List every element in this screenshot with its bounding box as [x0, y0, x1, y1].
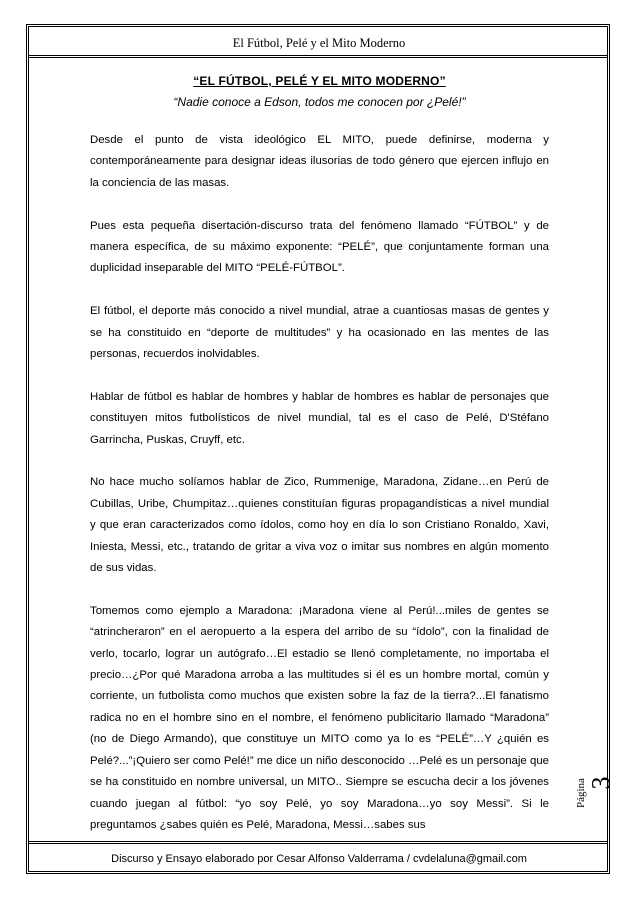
- paragraph: El fútbol, el deporte más conocido a nivel mundial, atrae a cuantiosas masas de gentes y se ha constituido en “deporte de multitudes” y ha ocasionado en las mentes de las personas, recuerdos inolvidables.: [90, 305, 549, 361]
- running-footer: Discurso y Ensayo elaborado por Cesar Alfonso Valderrama / cvdelaluna@gmail.com: [111, 853, 527, 865]
- document-title: “EL FÚTBOL, PELÉ Y EL MITO MODERNO”: [193, 74, 446, 88]
- page-number: [575, 772, 616, 828]
- page-number-label: Página: [575, 778, 587, 808]
- header-rule: [29, 55, 607, 58]
- paragraph: Hablar de fútbol es hablar de hombres y hablar de hombres es hablar de personajes que constituyen mitos futbolísticos de nivel mundial, tal es el caso de Pelé, D'Stéfano Garrincha, Puskas, Cruyff, etc.: [90, 390, 549, 446]
- paragraph: Desde el punto de vista ideológico EL MITO, puede definirse, moderna y contemporáneamente para designar ideas ilusorias de todo género que ejercen influjo en la conciencia de las masas.: [90, 134, 549, 189]
- paragraph: No hace mucho solíamos hablar de Zico, Rummenige, Maradona, Zidane…en Perú de Cubillas, Uribe, Chumpitaz…quienes constituían figuras propagandísticas a nivel mundial y que eran caracterizados como ídolos, como hoy en día lo son Cristiano Ronaldo, Xavi, Iniesta, Messi, etc., tratando de gritar a viva voz o imitar sus nombres en algún momento de sus vidas.: [90, 476, 549, 575]
- running-header: El Fútbol, Pelé y el Mito Moderno: [232, 36, 406, 50]
- page-number-value: 3: [586, 776, 616, 790]
- document-body: [90, 73, 549, 858]
- document-subtitle: “Nadie conoce a Edson, todos me conocen por ¿Pelé!”: [173, 95, 466, 109]
- paragraph: Tomemos como ejemplo a Maradona: ¡Maradona viene al Perú!...miles de gentes se “atrincheraron” en el aeropuerto a la espera del arribo de su “ídolo”, con la finalidad de verlo, tocarlo, lograr un autógrafo…El estadio se llenó completamente, no importaba el precio…¿Por qué Maradona arroba a las multitudes si él es un hombre mortal, común y corriente, un futbolista como muchos que existen sobre la faz de la tierra?...El fanatismo radica no en el hombre sino en el nombre, el fenómeno publicitario llamado “Maradona” (no de Diego Armando), que constituye un MITO como ya lo es “PELÉ”…Y ¿quién es Pelé?...”¡Quiero ser como Pelé!” me dice un niño desconocido …Pelé es un personaje que se ha constituido en nombre universal, un MITO.. Siempre se escucha decir a los jóvenes cuando juegan al fútbol: “yo soy Pelé, yo soy Maradona…yo soy Messi”. Si le preguntamos ¿sabes quién es Pelé, Maradona, Messi…sabes sus: [90, 604, 549, 831]
- footer-rule: [29, 841, 607, 844]
- paragraph: Pues esta pequeña disertación-discurso trata del fenómeno llamado “FÚTBOL” y de manera específica, de su máximo exponente: “PELÉ”, que conjuntamente forman una duplicidad inseparable del MITO “PELÉ-FÚTBOL”.: [90, 219, 549, 275]
